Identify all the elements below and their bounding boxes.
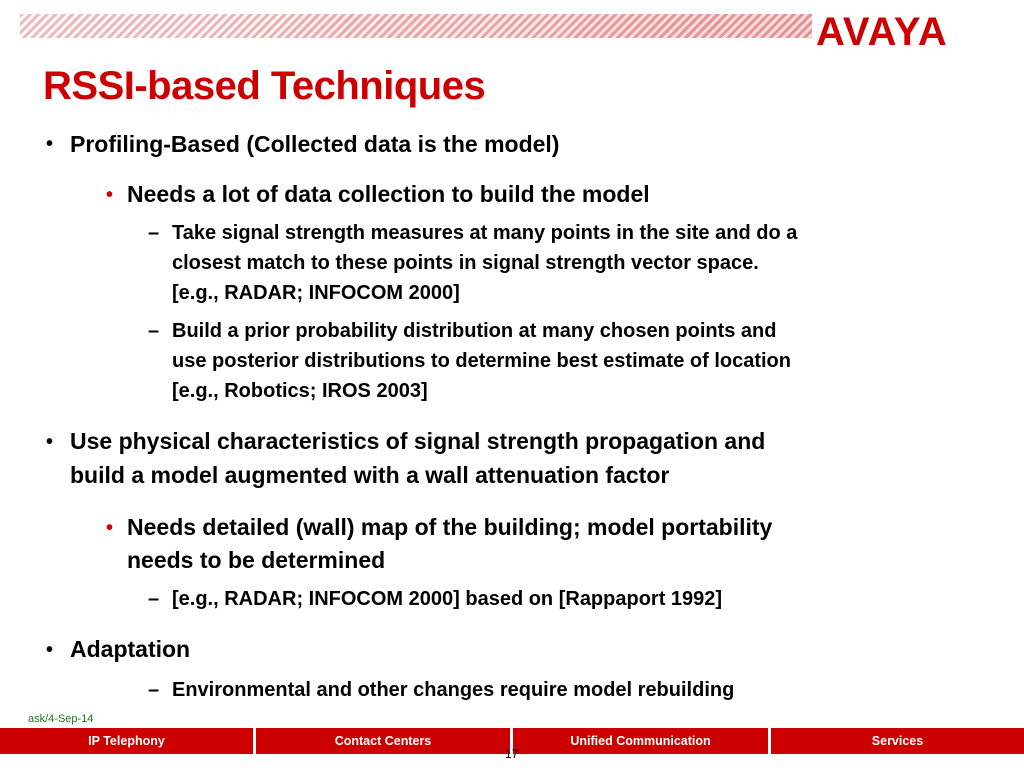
bullet-text-line: Use physical characteristics of signal strength propagation and [70, 428, 766, 454]
bullet-dot: • [106, 184, 114, 206]
bullet-dash: – [148, 222, 160, 244]
footer-item-unified-communication[interactable]: Unified Communication [513, 728, 771, 754]
bullet-text: Environmental and other changes require model rebuilding [172, 679, 735, 701]
bullet-text-line: use posterior distributions to determine best estimate of location [172, 350, 791, 372]
footer-date: ask/4-Sep-14 [28, 713, 94, 725]
bullet-dot: • [106, 517, 114, 539]
footer-item-services[interactable]: Services [871, 734, 924, 748]
bullet-dot: • [46, 639, 54, 661]
footer-item-ip-telephony[interactable]: IP Telephony [0, 728, 256, 754]
bullet-dot: • [46, 431, 54, 453]
footer-item-contact-centers[interactable]: Contact Centers [256, 728, 513, 754]
bullet-dash: – [148, 320, 160, 342]
bullet-text-line: [e.g., RADAR; INFOCOM 2000] [172, 282, 460, 304]
bullet-text-line: Build a prior probability distribution at many chosen points and [172, 320, 777, 342]
logo-text: AVAYA [816, 10, 948, 50]
bullet-text: Needs a lot of data collection to build the model [127, 181, 650, 207]
bullet-dash: – [148, 588, 160, 610]
bullet-dash: – [148, 679, 160, 701]
bullet-text: Adaptation [70, 636, 191, 662]
bullet-text-line: Take signal strength measures at many points in the site and do a [172, 222, 798, 244]
bullet-text-line: needs to be determined [127, 547, 386, 573]
bullet-text-line: closest match to these points in signal strength vector space. [172, 252, 759, 274]
bullet-text-line: build a model augmented with a wall attenuation factor [70, 462, 670, 488]
bullet-text-line: [e.g., Robotics; IROS 2003] [172, 380, 428, 402]
bullet-text: Profiling-Based (Collected data is the model) [70, 131, 560, 157]
bullet-text: [e.g., RADAR; INFOCOM 2000] based on [Rappaport 1992] [172, 588, 723, 610]
bullet-dot: • [46, 133, 54, 155]
bullet-text-line: Needs detailed (wall) map of the building; model portability [127, 514, 773, 540]
page-number: 17 [505, 747, 519, 761]
slide-title: RSSI-based Techniques [43, 64, 486, 108]
